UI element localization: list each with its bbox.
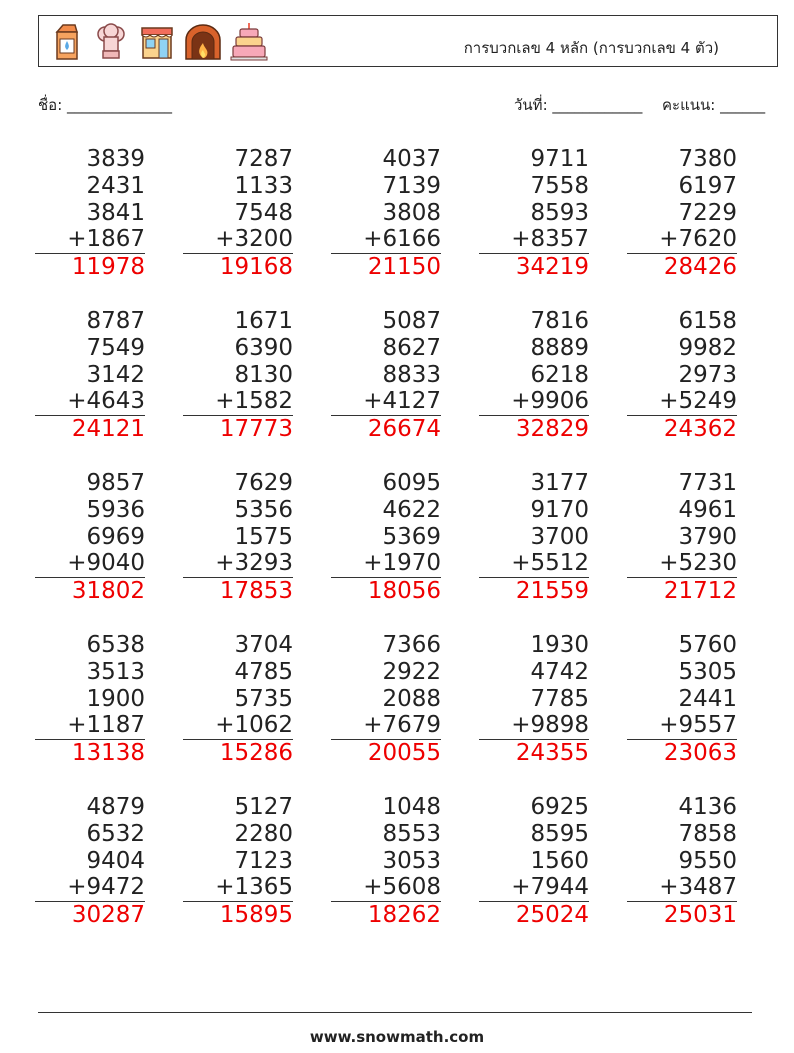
answer: 17853 <box>219 578 293 605</box>
last-addend: +8357 <box>479 226 589 254</box>
addend: 3839 <box>86 146 145 172</box>
addend: 7858 <box>678 820 737 847</box>
addend: 9711 <box>530 146 589 172</box>
addition-problem <box>479 308 589 443</box>
addend: 1048 <box>382 794 441 820</box>
addend: 4037 <box>382 146 441 172</box>
last-addend: +9040 <box>35 550 145 578</box>
addend: 4742 <box>530 658 589 685</box>
addend: 8787 <box>86 308 145 334</box>
worksheet-title: การบวกเลข 4 หลัก (การบวกเลข 4 ตัว) <box>463 39 719 57</box>
addition-problem <box>183 794 293 929</box>
worksheet-header <box>38 15 778 67</box>
addition-problem <box>35 794 145 929</box>
oven-icon <box>183 22 223 62</box>
addend: 4879 <box>86 794 145 820</box>
addend: 9550 <box>678 847 737 874</box>
addend: 2973 <box>678 361 737 388</box>
addition-problem <box>479 632 589 767</box>
addition-problem <box>35 146 145 281</box>
addend: 6218 <box>530 361 589 388</box>
addend: 4961 <box>678 496 737 523</box>
last-addend: +1187 <box>35 712 145 740</box>
chef-hat-icon <box>91 22 131 62</box>
last-addend: +4127 <box>331 388 441 416</box>
last-addend: +9557 <box>627 712 737 740</box>
addition-problem <box>331 146 441 281</box>
addition-problem <box>627 470 737 605</box>
addend: 7139 <box>382 172 441 199</box>
answer: 17773 <box>219 416 293 443</box>
answer: 26674 <box>367 416 441 443</box>
last-addend: +5230 <box>627 550 737 578</box>
addend: 3841 <box>86 199 145 226</box>
last-addend: +6166 <box>331 226 441 254</box>
addition-problem <box>331 632 441 767</box>
addend: 5127 <box>234 794 293 820</box>
answer: 15895 <box>219 902 293 929</box>
addition-problem <box>479 470 589 605</box>
addend: 6969 <box>86 523 145 550</box>
last-addend: +1867 <box>35 226 145 254</box>
addend: 9857 <box>86 470 145 496</box>
addend: 7731 <box>678 470 737 496</box>
last-addend: +7944 <box>479 874 589 902</box>
addend: 3513 <box>86 658 145 685</box>
addend: 3704 <box>234 632 293 658</box>
answer: 21150 <box>367 254 441 281</box>
addend: 7548 <box>234 199 293 226</box>
addend: 4136 <box>678 794 737 820</box>
last-addend: +3200 <box>183 226 293 254</box>
addend: 1671 <box>234 308 293 334</box>
footer-divider <box>38 1012 752 1013</box>
addend: 2441 <box>678 685 737 712</box>
date-field-label: วันที่: ____________ <box>514 96 643 114</box>
addend: 7366 <box>382 632 441 658</box>
last-addend: +7679 <box>331 712 441 740</box>
addend: 7123 <box>234 847 293 874</box>
addend: 4622 <box>382 496 441 523</box>
addend: 1900 <box>86 685 145 712</box>
addend: 9404 <box>86 847 145 874</box>
addend: 8627 <box>382 334 441 361</box>
addend: 5735 <box>234 685 293 712</box>
answer: 15286 <box>219 740 293 767</box>
addend: 8595 <box>530 820 589 847</box>
addition-problem <box>627 794 737 929</box>
addend: 1930 <box>530 632 589 658</box>
last-addend: +9898 <box>479 712 589 740</box>
answer: 25024 <box>515 902 589 929</box>
addend: 6158 <box>678 308 737 334</box>
addend: 8833 <box>382 361 441 388</box>
addend: 1133 <box>234 172 293 199</box>
addend: 6925 <box>530 794 589 820</box>
addition-problem <box>331 470 441 605</box>
answer: 18262 <box>367 902 441 929</box>
answer: 21712 <box>663 578 737 605</box>
addition-problem <box>35 308 145 443</box>
addend: 2280 <box>234 820 293 847</box>
addend: 1575 <box>234 523 293 550</box>
footer-website: www.snowmath.com <box>309 1028 485 1046</box>
addition-problem <box>627 308 737 443</box>
milk-carton-icon <box>47 22 87 62</box>
answer: 19168 <box>219 254 293 281</box>
addend: 7380 <box>678 146 737 172</box>
addend: 8130 <box>234 361 293 388</box>
addition-problem <box>183 308 293 443</box>
last-addend: +3293 <box>183 550 293 578</box>
addition-problem <box>183 632 293 767</box>
last-addend: +1062 <box>183 712 293 740</box>
addend: 5369 <box>382 523 441 550</box>
addend: 7629 <box>234 470 293 496</box>
addition-problem <box>479 146 589 281</box>
addend: 3053 <box>382 847 441 874</box>
last-addend: +7620 <box>627 226 737 254</box>
addend: 3142 <box>86 361 145 388</box>
answer: 24362 <box>663 416 737 443</box>
addend: 5305 <box>678 658 737 685</box>
addend: 9170 <box>530 496 589 523</box>
answer: 18056 <box>367 578 441 605</box>
addition-problem <box>331 308 441 443</box>
name-field-label: ชื่อ: ______________ <box>38 96 173 114</box>
addition-problem <box>627 632 737 767</box>
addend: 7287 <box>234 146 293 172</box>
addend: 7785 <box>530 685 589 712</box>
addend: 5760 <box>678 632 737 658</box>
addend: 5087 <box>382 308 441 334</box>
addend: 1560 <box>530 847 589 874</box>
answer: 13138 <box>71 740 145 767</box>
addition-problem <box>627 146 737 281</box>
answer: 11978 <box>71 254 145 281</box>
addend: 6538 <box>86 632 145 658</box>
addition-problem <box>479 794 589 929</box>
last-addend: +9906 <box>479 388 589 416</box>
answer: 20055 <box>367 740 441 767</box>
answer: 32829 <box>515 416 589 443</box>
answer: 28426 <box>663 254 737 281</box>
last-addend: +3487 <box>627 874 737 902</box>
addend: 2088 <box>382 685 441 712</box>
answer: 23063 <box>663 740 737 767</box>
addend: 4785 <box>234 658 293 685</box>
last-addend: +4643 <box>35 388 145 416</box>
addend: 7558 <box>530 172 589 199</box>
answer: 31802 <box>71 578 145 605</box>
addition-problem <box>331 794 441 929</box>
addition-problem <box>35 470 145 605</box>
addend: 3808 <box>382 199 441 226</box>
last-addend: +5512 <box>479 550 589 578</box>
addend: 8593 <box>530 199 589 226</box>
last-addend: +1970 <box>331 550 441 578</box>
addend: 6532 <box>86 820 145 847</box>
score-field-label: คะแนน: ______ <box>662 96 766 114</box>
answer: 30287 <box>71 902 145 929</box>
addition-problem <box>183 470 293 605</box>
addend: 5936 <box>86 496 145 523</box>
last-addend: +1365 <box>183 874 293 902</box>
cake-icon <box>229 22 269 62</box>
last-addend: +5249 <box>627 388 737 416</box>
answer: 21559 <box>515 578 589 605</box>
addend: 7229 <box>678 199 737 226</box>
addend: 2922 <box>382 658 441 685</box>
addend: 2431 <box>86 172 145 199</box>
last-addend: +9472 <box>35 874 145 902</box>
bakery-shop-icon <box>137 22 177 62</box>
answer: 24121 <box>71 416 145 443</box>
addend: 6390 <box>234 334 293 361</box>
addend: 7816 <box>530 308 589 334</box>
addend: 6095 <box>382 470 441 496</box>
addend: 3177 <box>530 470 589 496</box>
last-addend: +1582 <box>183 388 293 416</box>
addend: 8553 <box>382 820 441 847</box>
addend: 3700 <box>530 523 589 550</box>
addition-problem <box>35 632 145 767</box>
last-addend: +5608 <box>331 874 441 902</box>
answer: 34219 <box>515 254 589 281</box>
addend: 7549 <box>86 334 145 361</box>
addend: 8889 <box>530 334 589 361</box>
addend: 3790 <box>678 523 737 550</box>
answer: 25031 <box>663 902 737 929</box>
answer: 24355 <box>515 740 589 767</box>
addend: 6197 <box>678 172 737 199</box>
addend: 9982 <box>678 334 737 361</box>
addend: 5356 <box>234 496 293 523</box>
addition-problem <box>183 146 293 281</box>
